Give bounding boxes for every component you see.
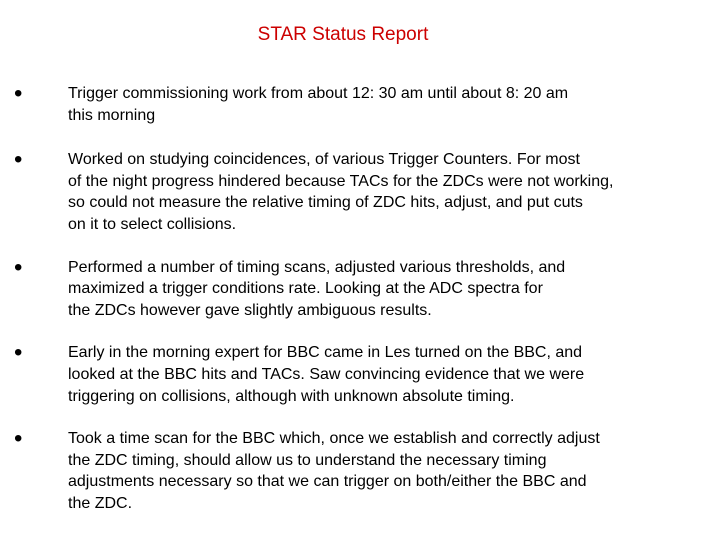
bullet-text: Early in the morning expert for BBC came in Les turned on the BBC, and looked at the BBC hits and TACs. Saw convincing evidence that we were triggering on collisions, although with unknown absolute timing.	[68, 344, 585, 405]
bullet-dot-icon: •	[14, 425, 23, 453]
bullet-dot-icon: •	[14, 253, 23, 281]
bullet-text: Took a time scan for the BBC which, once we establish and correctly adjust the ZDC timing, should allow us to understand the necessary timing adjustments necessary so that we can trigger on both/either the BBC and the ZDC.	[68, 430, 600, 512]
bullet-dot-icon: •	[14, 146, 23, 174]
bullet-dot-icon: •	[14, 339, 23, 367]
bullet-item-trigger-commissioning	[14, 80, 714, 126]
bullet-text: Worked on studying coincidences, of various Trigger Counters. For most of the night progress hindered because TACs for the ZDCs were not working, so could not measure the relative timing of ZDC hits, adjust, and put cuts on it to select collisions.	[68, 151, 614, 233]
bullet-item-coincidences	[14, 146, 714, 235]
bullet-item-bbc-expert	[14, 339, 714, 407]
bullet-item-bbc-time-scan	[14, 425, 714, 514]
bullet-list	[14, 80, 714, 536]
bullet-text: Performed a number of timing scans, adjusted various thresholds, and maximized a trigger conditions rate. Looking at the ADC spectra for the ZDCs however gave slightly ambiguous results.	[68, 258, 566, 319]
slide-title: STAR Status Report	[257, 24, 429, 45]
bullet-dot-icon: •	[14, 80, 23, 107]
bullet-text: Trigger commissioning work from about 12: 30 am until about 8: 20 am this morning	[68, 85, 569, 124]
bullet-item-timing-scans	[14, 253, 714, 322]
